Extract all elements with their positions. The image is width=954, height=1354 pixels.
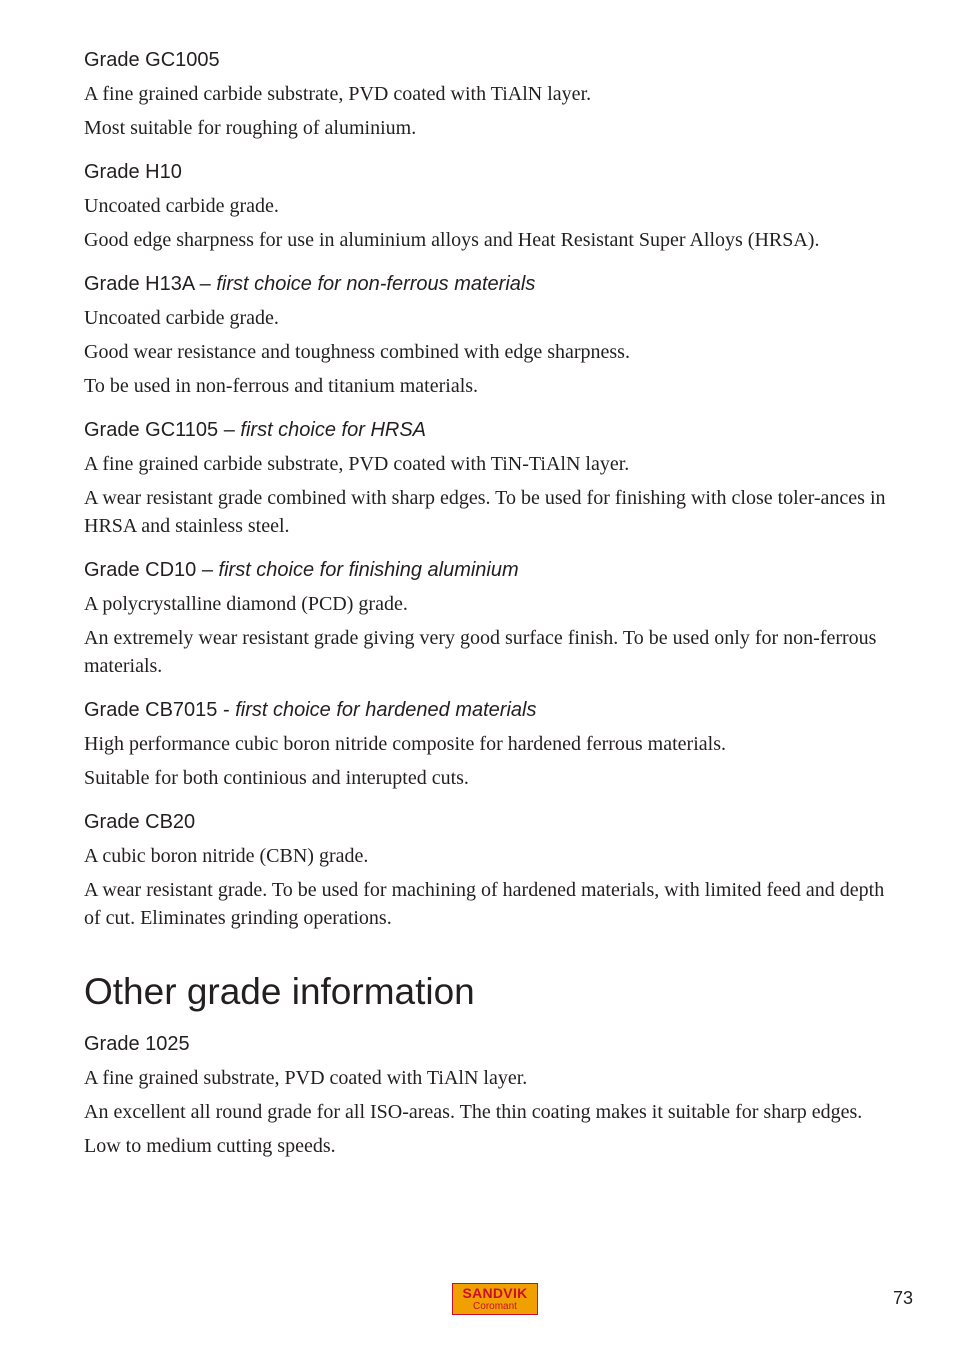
grade-description: A wear resistant grade. To be used for machining of hardened materials, with limited feed and depth of cut. Eliminates grinding operations. — [84, 879, 885, 929]
grades-list — [84, 46, 904, 932]
grade-section — [84, 158, 904, 254]
grade-section — [84, 808, 904, 932]
grade-subtitle: first choice for hardened materials — [235, 699, 537, 721]
grade-description: An extremely wear resistant grade giving very good surface finish. To be used only for non-ferrous materials. — [84, 627, 877, 677]
grade-code: Grade H13A — [84, 273, 195, 295]
grade-description: To be used in non-ferrous and titanium materials. — [84, 375, 479, 397]
logo-line2: Coromant — [473, 1301, 517, 1312]
grade-section — [84, 1030, 904, 1160]
grade-code: Grade 1025 — [84, 1033, 190, 1055]
grade-description: A fine grained carbide substrate, PVD coated with TiN-TiAlN layer. — [84, 453, 630, 475]
other-grade-heading: Other grade information — [84, 971, 475, 1012]
grade-title — [84, 270, 904, 298]
grade-separator: – — [194, 273, 217, 295]
grade-code: Grade GC1105 — [84, 419, 219, 441]
grade-section — [84, 556, 904, 680]
grade-description: A wear resistant grade combined with sharp edges. To be used for finishing with close toler-ances in HRSA and stainless steel. — [84, 487, 886, 537]
grade-code: Grade CB7015 — [84, 699, 218, 721]
grade-description: A cubic boron nitride (CBN) grade. — [84, 845, 369, 867]
grade-description: Uncoated carbide grade. — [84, 307, 279, 329]
grade-title — [84, 1030, 904, 1058]
sandvik-coromant-logo — [452, 1283, 538, 1315]
grade-description: A polycrystalline diamond (PCD) grade. — [84, 593, 408, 615]
grade-section — [84, 46, 904, 142]
grade-title — [84, 556, 904, 584]
grade-title — [84, 46, 904, 74]
grade-title — [84, 696, 904, 724]
grade-subtitle: first choice for non-ferrous materials — [216, 273, 536, 295]
grade-title — [84, 416, 904, 444]
grade-code: Grade CB20 — [84, 811, 196, 833]
grade-section — [84, 696, 904, 792]
grade-description: Uncoated carbide grade. — [84, 195, 279, 217]
grade-code: Grade GC1005 — [84, 49, 220, 71]
grade-subtitle: first choice for finishing aluminium — [218, 559, 519, 581]
grade-description: Good wear resistance and toughness combined with edge sharpness. — [84, 341, 630, 363]
grade-title — [84, 808, 904, 836]
page-number: 73 — [893, 1288, 914, 1308]
grade-subtitle: first choice for HRSA — [240, 419, 427, 441]
grade-code: Grade H10 — [84, 161, 182, 183]
grade-separator: – — [196, 559, 219, 581]
grade-title — [84, 158, 904, 186]
grade-description: High performance cubic boron nitride composite for hardened ferrous materials. — [84, 733, 726, 755]
grade-section — [84, 270, 904, 400]
grade-description: Low to medium cutting speeds. — [84, 1135, 336, 1157]
grade-code: Grade CD10 — [84, 559, 197, 581]
grade-separator: – — [218, 419, 241, 441]
grade-description: Most suitable for roughing of aluminium. — [84, 117, 417, 139]
grade-section — [84, 416, 904, 540]
grade-separator: - — [217, 699, 236, 721]
grade-description: Suitable for both continious and interupted cuts. — [84, 767, 469, 789]
grade-description: A fine grained substrate, PVD coated with TiAlN layer. — [84, 1067, 528, 1089]
logo-line1: SANDVIK — [462, 1285, 528, 1301]
other-grades-list — [84, 1030, 904, 1160]
document-body — [84, 46, 904, 1176]
grade-description: A fine grained carbide substrate, PVD coated with TiAlN layer. — [84, 83, 592, 105]
grade-description: An excellent all round grade for all ISO-areas. The thin coating makes it suitable for sharp edges. — [84, 1101, 863, 1123]
grade-description: Good edge sharpness for use in aluminium alloys and Heat Resistant Super Alloys (HRSA). — [84, 229, 820, 251]
